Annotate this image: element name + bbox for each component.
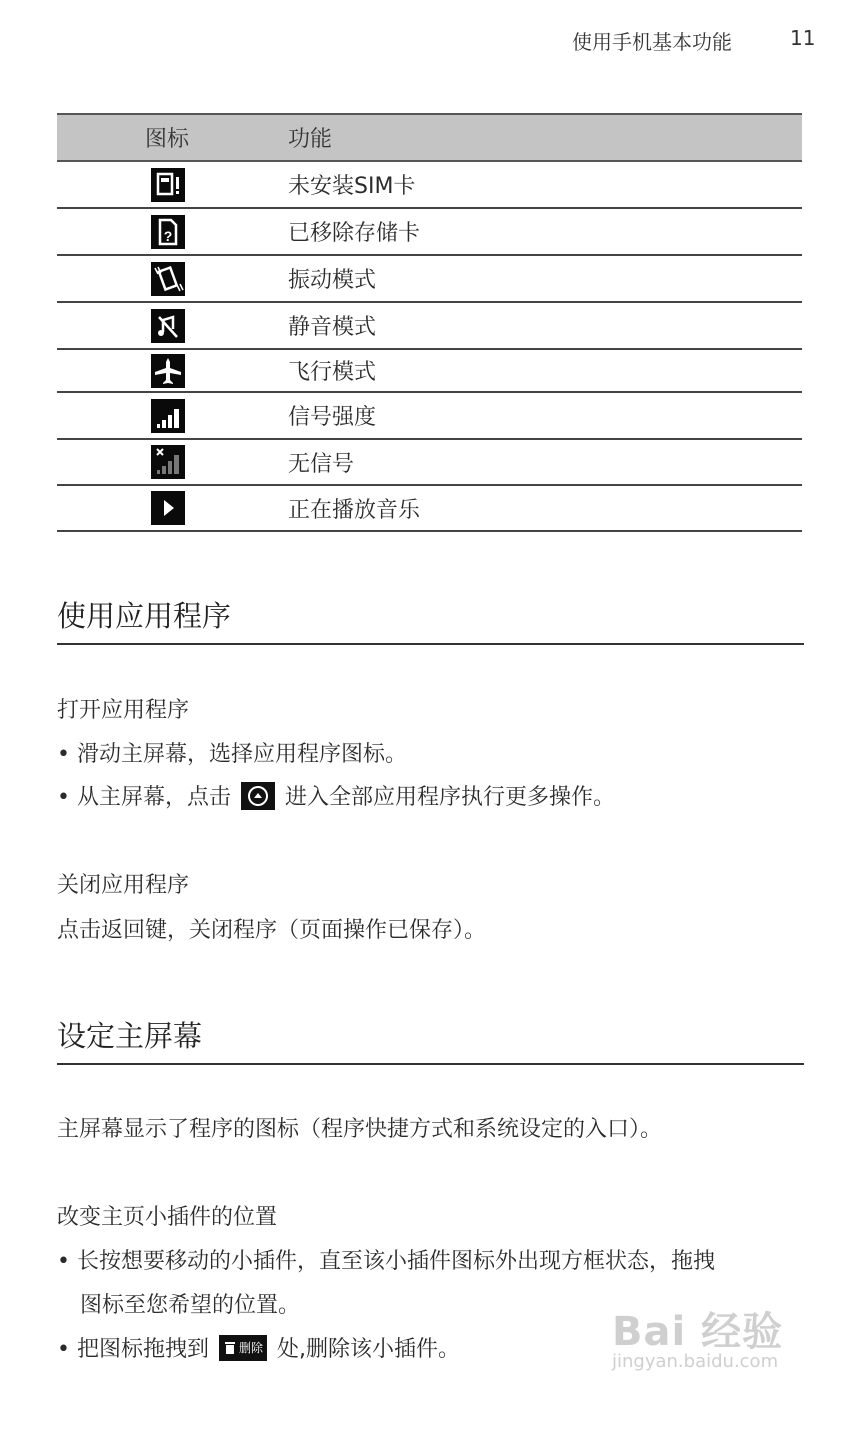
watermark-brand: Bai 经验 — [612, 1309, 784, 1355]
bullet-text: 从主屏幕，点击 — [77, 785, 232, 810]
function-label: 正在播放音乐 — [288, 485, 802, 531]
list-item: • 从主屏幕，点击 进入全部应用程序执行更多操作。 — [57, 780, 615, 812]
bullet-text: 进入全部应用程序执行更多操作。 — [285, 785, 616, 810]
function-label: 飞行模式 — [288, 349, 802, 392]
section-heading-home: 设定主屏幕 — [57, 1014, 804, 1065]
bullet-continuation: 图标至您希望的位置。 — [80, 1293, 301, 1318]
column-header-function: 功能 — [288, 114, 802, 161]
function-label: 无信号 — [288, 439, 802, 485]
close-apps-text: 点击返回键，关闭程序（页面操作已保存）。 — [57, 918, 487, 943]
bullet-text: 处,删除该小插件。 — [277, 1337, 461, 1362]
section-title: 使用手机基本功能 — [572, 30, 732, 54]
signal-strength-icon — [151, 399, 185, 433]
function-label: 信号强度 — [288, 392, 802, 439]
table-row — [57, 349, 802, 392]
function-label: 未安装SIM卡 — [288, 161, 802, 208]
table-row — [57, 485, 802, 531]
play-icon — [151, 491, 185, 525]
airplane-icon — [151, 354, 185, 388]
function-label: 振动模式 — [288, 255, 802, 302]
table-row — [57, 161, 802, 208]
list-item: • 滑动主屏幕，选择应用程序图标。 — [57, 742, 408, 767]
table-row — [57, 392, 802, 439]
list-item: • 把图标拖拽到 删除 处,删除该小插件。 — [57, 1337, 461, 1362]
table-row — [57, 439, 802, 485]
function-label: 已移除存储卡 — [288, 208, 802, 255]
bullet-text: 长按想要移动的小插件，直至该小插件图标外出现方框状态，拖拽 — [77, 1249, 716, 1274]
all-apps-icon — [241, 782, 275, 810]
watermark-site: jingyan.baidu.com — [612, 1351, 779, 1372]
widget-heading: 改变主页小插件的位置 — [57, 1205, 278, 1230]
page-header — [0, 26, 862, 56]
table-row — [57, 302, 802, 349]
delete-icon — [219, 1335, 267, 1361]
table-row — [57, 208, 802, 255]
open-apps-heading: 打开应用程序 — [57, 698, 190, 723]
watermark-logo — [612, 1300, 812, 1400]
page-number: 11 — [790, 26, 816, 50]
sd-card-removed-icon — [151, 215, 185, 249]
function-label: 静音模式 — [288, 302, 802, 349]
no-sim-icon — [151, 168, 185, 202]
column-header-icon: 图标 — [57, 114, 288, 161]
bullet-text: 把图标拖拽到 — [77, 1337, 210, 1362]
list-item: • 长按想要移动的小插件，直至该小插件图标外出现方框状态，拖拽 — [57, 1249, 716, 1274]
table-header-row — [57, 114, 802, 161]
vibrate-icon — [151, 262, 185, 296]
home-intro-text: 主屏幕显示了程序的图标（程序快捷方式和系统设定的入口）。 — [57, 1117, 663, 1142]
section-heading-apps: 使用应用程序 — [57, 594, 804, 645]
no-signal-icon — [151, 445, 185, 479]
silent-icon — [151, 309, 185, 343]
bullet-text: 滑动主屏幕，选择应用程序图标。 — [77, 742, 408, 767]
delete-label: 删除 — [239, 1341, 264, 1355]
svg-text:?: ? — [163, 227, 173, 244]
table-row — [57, 255, 802, 302]
close-apps-heading: 关闭应用程序 — [57, 873, 190, 898]
status-icon-table — [57, 113, 802, 532]
